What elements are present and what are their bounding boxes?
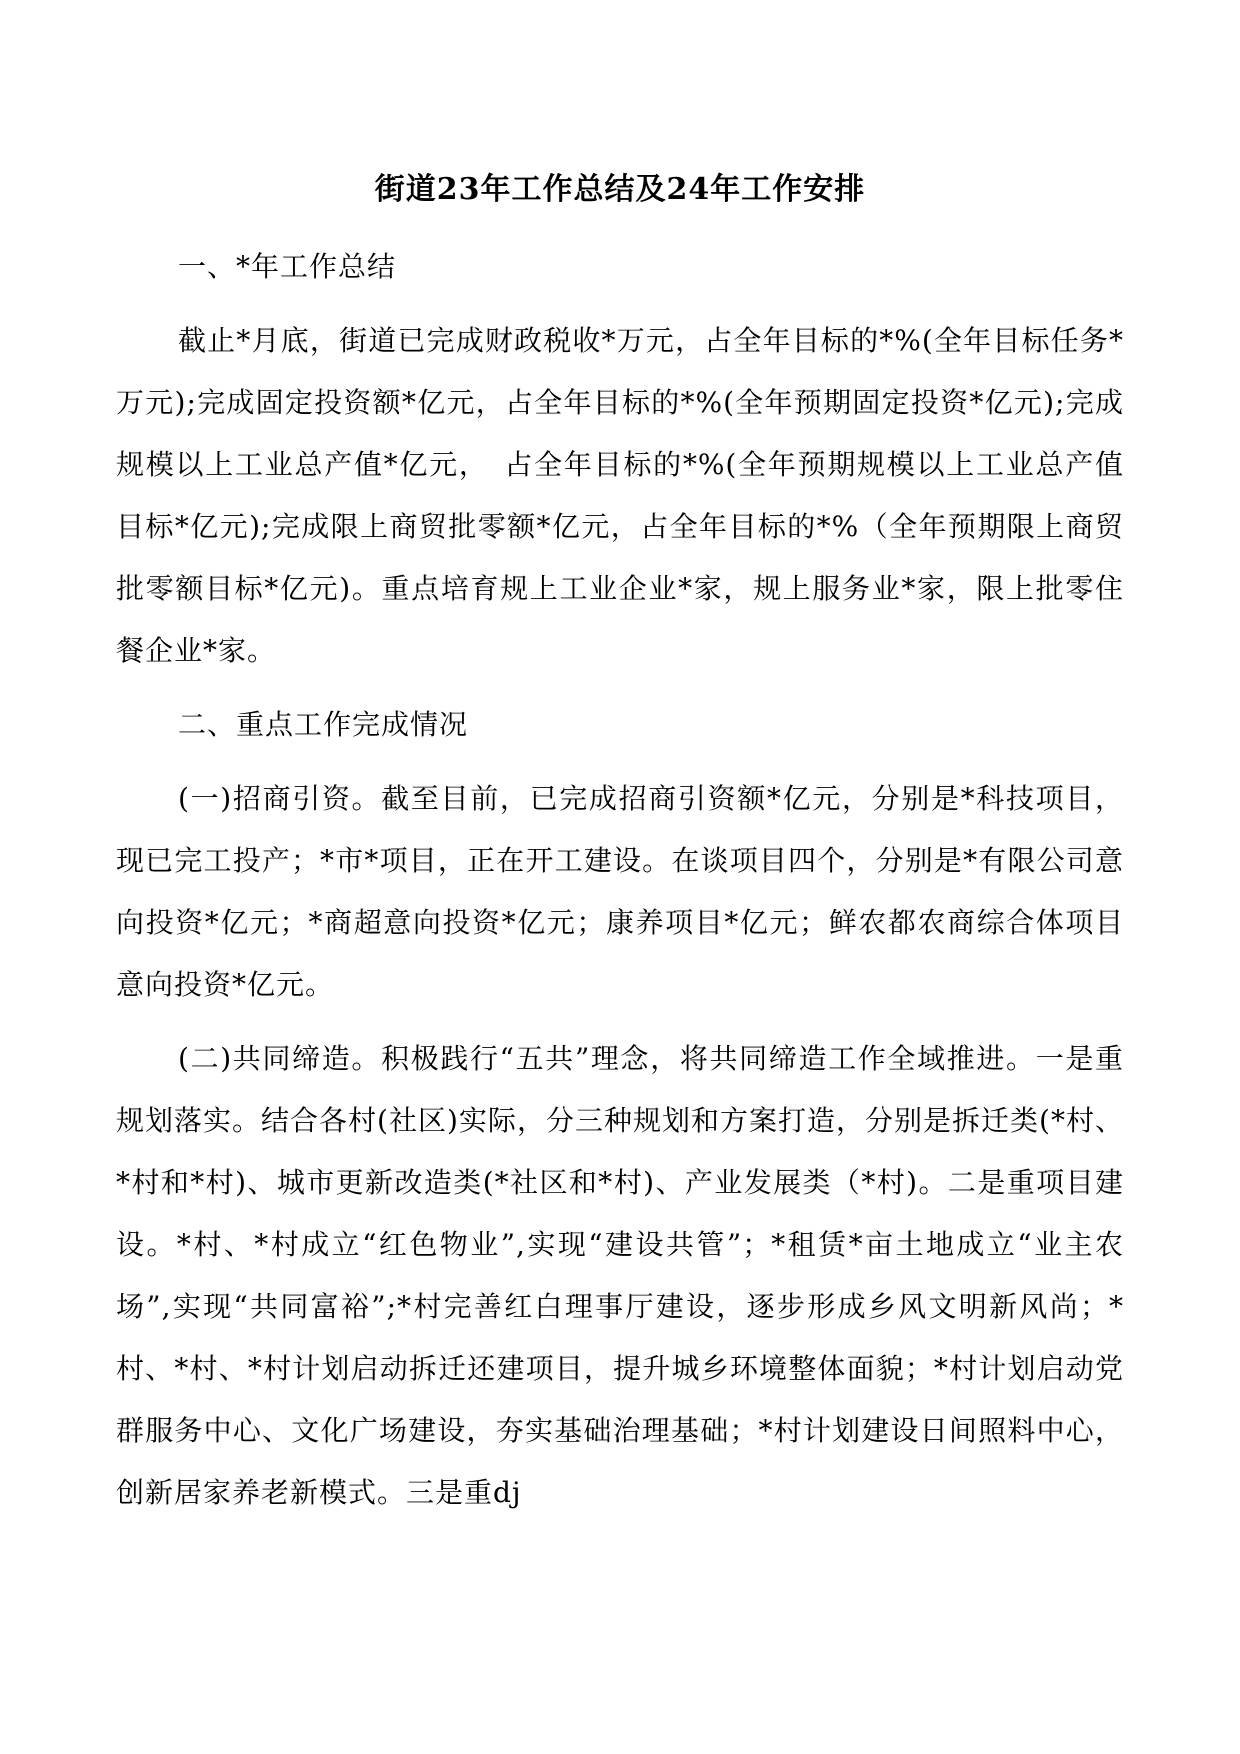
document-body <box>116 170 1124 1524</box>
paragraph-summary: 截止*月底，街道已完成财政税收*万元，占全年目标的*%(全年目标任务*万元);完成固定投资额*亿元，占全年目标的*%(全年预期固定投资*亿元);完成规模以上工业总产值*亿元， 占全年目标的*%(全年预期规模以上工业总产值目标*亿元);完成限上商贸批零额*亿元，占全年目标的*%（全年预期限上商贸批零额目标*亿元)。重点培育规上工业企业*家，规上服务业*家，限上批零住餐企业*家。 <box>116 324 1124 667</box>
paragraph-co-creation: (二)共同缔造。积极践行“五共”理念，将共同缔造工作全域推进。一是重规划落实。结合各村(社区)实际，分三种规划和方案打造，分别是拆迁类(*村、*村和*村)、城市更新改造类(*社区和*村)、产业发展类（*村)。二是重项目建设。*村、*村成立“红色物业”,实现“建设共管”；*租赁*亩土地成立“业主农场”,实现“共同富裕”;*村完善红白理事厅建设，逐步形成乡风文明新风尚；*村、*村、*村计划启动拆迁还建项目，提升城乡环境整体面貌；*村计划启动党群服务中心、文化广场建设，夯实基础治理基础；*村计划建设日间照料中心，创新居家养老新模式。三是重dj <box>116 1042 1124 1509</box>
section-heading-2: 二、重点工作完成情况 <box>178 708 469 741</box>
document-title: 街道23年工作总结及24年工作安排 <box>374 172 866 207</box>
paragraph-investment: (一)招商引资。截至目前，已完成招商引资额*亿元，分别是*科技项目，现已完工投产；*市*项目，正在开工建设。在谈项目四个，分别是*有限公司意向投资*亿元；*商超意向投资*亿元；康养项目*亿元；鲜农都农商综合体项目意向投资*亿元。 <box>116 782 1124 1001</box>
section-heading-1: 一、*年工作总结 <box>178 250 397 283</box>
